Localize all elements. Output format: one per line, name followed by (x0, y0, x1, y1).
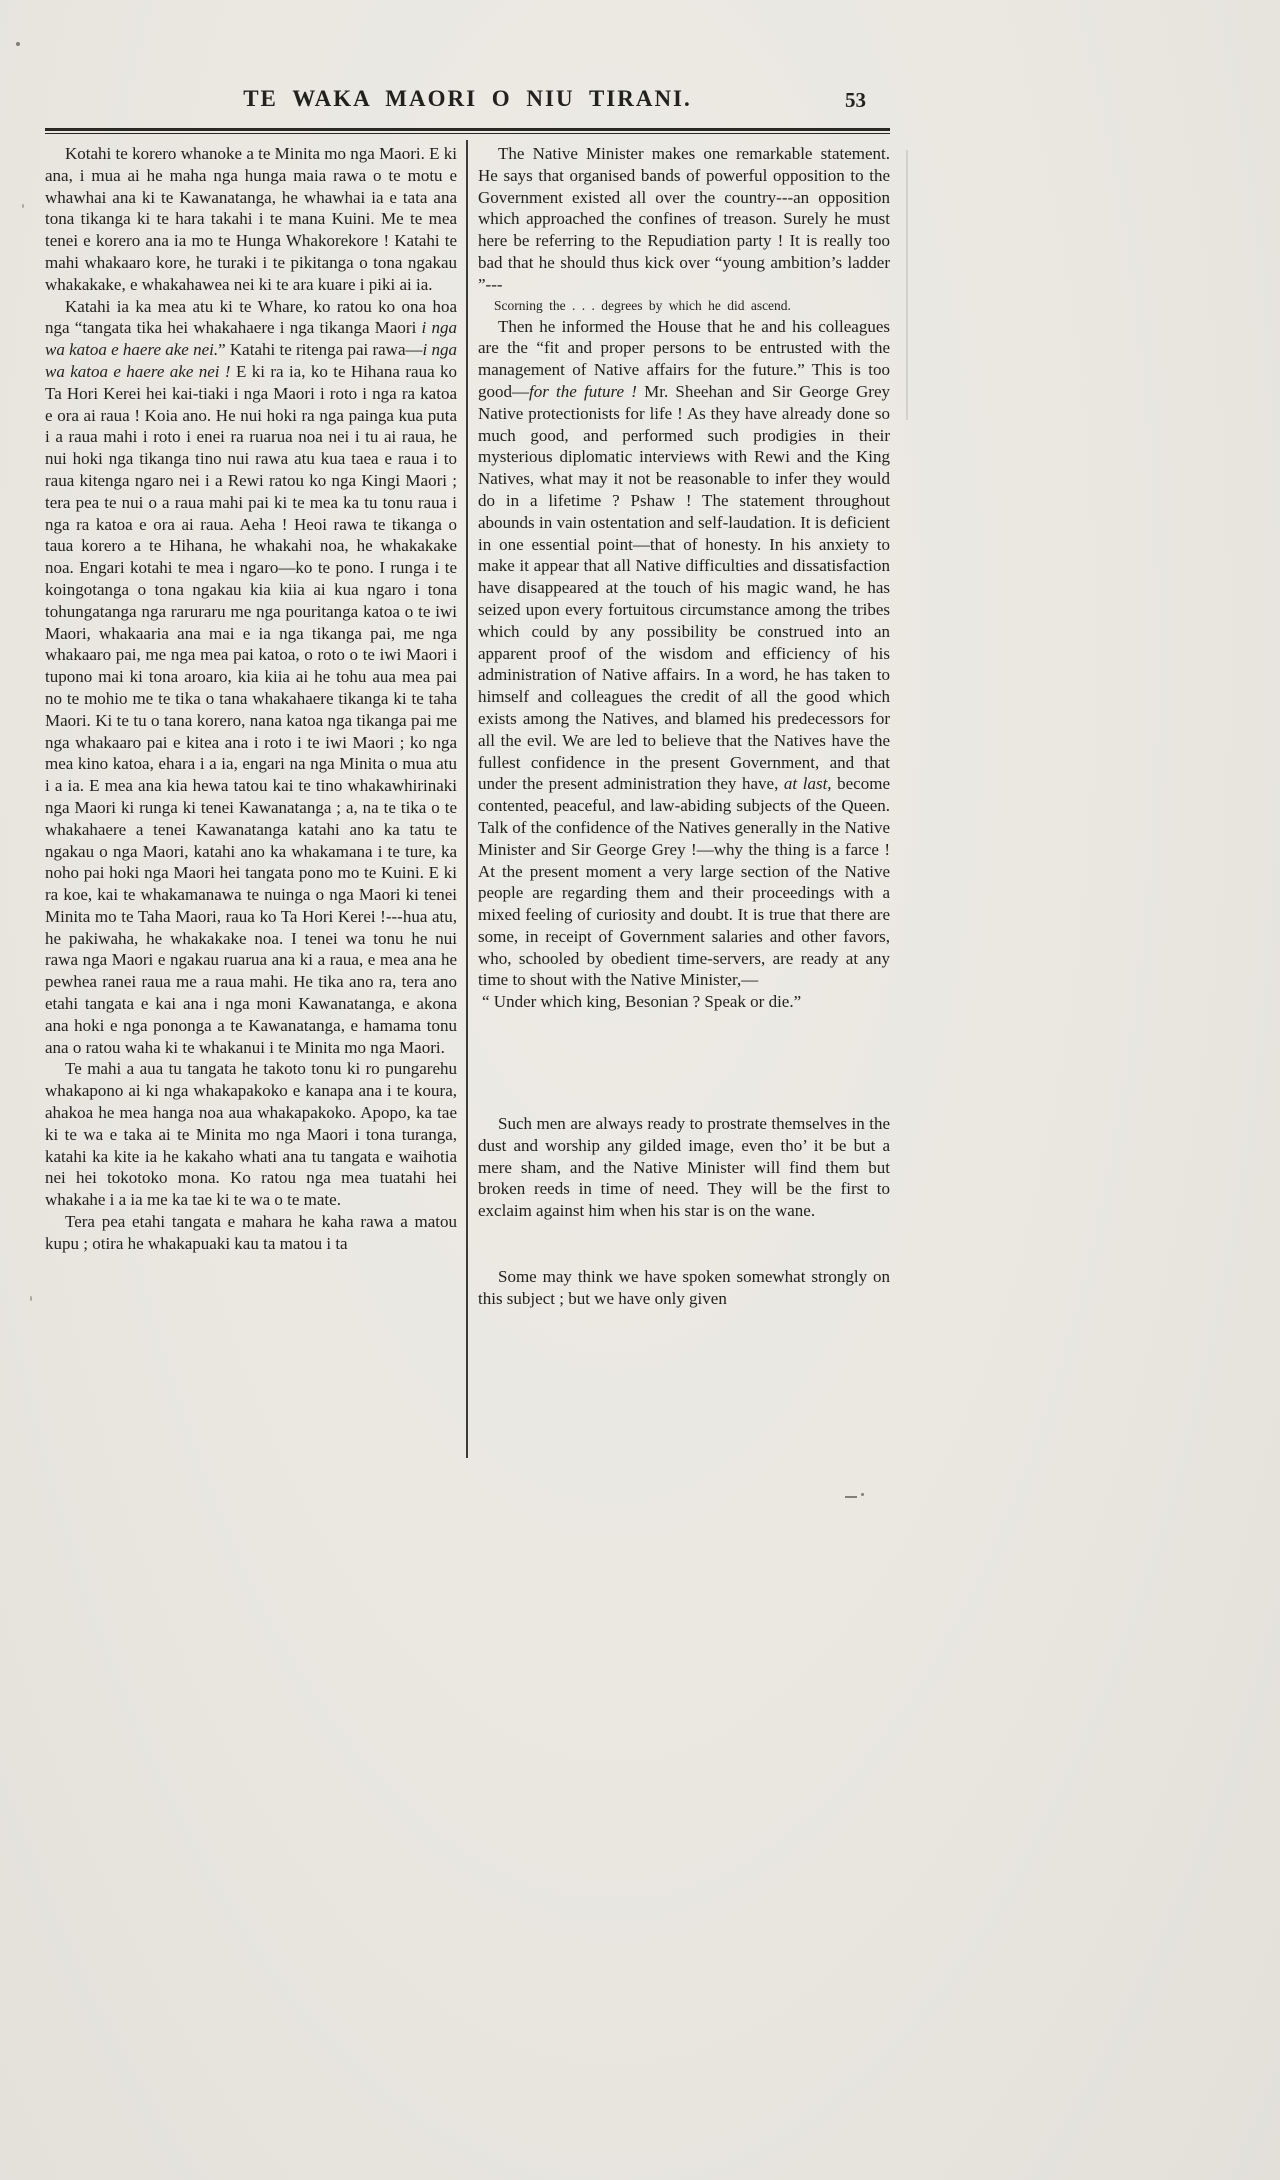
italic-text-run: i nga wa katoa e haere ake nei ! (45, 340, 457, 381)
text-run: The Native Minister makes one remarkable statement. He says that organised bands of powerful opposition to the Government existed all over the country---an opposition which approached the confines of treason. Surely he must here be referring to the Repudiation party ! It is really too bad that he should thus kick over “young ambition’s ladder ”--- (478, 144, 890, 294)
header-rule (45, 128, 890, 134)
text-run: Katahi ia ka mea atu ki te Whare, ko ratou ko ona hoa nga “tangata tika hei whakahaere i nga tikanga Maori (45, 296, 457, 338)
text-run: Mr. Sheehan and Sir George Grey Native protectionists for life ! As they have already done so much good, and performed such prodigies in their mysterious diplomatic interviews with Rewi and the King Natives, what may it not be reasonable to infer they would do in a lifetime ? Pshaw ! The statement throughout abounds in vain ostentation and self-laudation. It is deficient in one essential point—that of honesty. In his anxiety to make it appear that all Native difficulties and dissatisfaction have disappeared at the touch of his magic wand, he has seized upon every fortuitous circumstance among the tribes which could by any possibility be construed into an apparent proof of the wisdom and efficiency of his administration of Native affairs. In a word, he has taken to himself and colleagues the credit of all the good which exists among the Natives, and blamed his predecessors for all the evil. We are led to believe that the Natives have the fullest confidence in the present Government, and that under the present administration they have, (478, 381, 890, 794)
paragraph (478, 316, 890, 992)
scan-artifact-dash (845, 1496, 857, 1498)
text-run: Te mahi a aua tu tangata he takoto tonu ki ro pungarehu whakapono ai ki nga whakapakoko e kanapa ana i te koura, ahakoa he mea hanga noa aua whakapakoko. Apopo, ka tae ki te wa e taka ai te Minita mo nga Maori i tona turanga, katahi ka kite ia he kakaho whati ana tu tangata e waihotia nei hei tokotoko mona. Ko ratou nga mea tuatahi hei whakahe i a ia me ka tae ki te wa o te mate. (45, 1059, 457, 1210)
paragraph (45, 1211, 457, 1255)
column-left (45, 143, 457, 1255)
paragraph (478, 1113, 890, 1222)
text-run: Scorning the . . . degrees by which he did ascend. (494, 297, 791, 313)
text-run: Tera pea etahi tangata e mahara he kaha rawa a matou kupu ; otira he whakapuaki kau ta matou i ta (45, 1212, 457, 1253)
page-title: TE WAKA MAORI O NIU TIRANI. (243, 86, 692, 111)
scan-speck (22, 204, 24, 208)
scan-smudge (906, 150, 908, 420)
paragraph (478, 1266, 890, 1310)
column-divider (466, 140, 468, 1458)
note-line (478, 296, 890, 316)
text-run: Such men are always ready to prostrate themselves in the dust and worship any gilded image, even tho’ it be but a mere sham, and the Native Minister will find them but broken reeds in time of need. They will be the first to exclaim against him when his star is on the wane. (478, 1114, 890, 1221)
masthead (45, 86, 890, 122)
page-number: 53 (845, 88, 866, 112)
text-run: Some may think we have spoken somewhat strongly on this subject ; but we have only given (478, 1267, 890, 1308)
paragraph (45, 143, 457, 296)
text-run: Kotahi te korero whanoke a te Minita mo nga Maori. E ki ana, i mua ai he maha nga hunga maia rawa o te motu e whawhai ana ki te Kawanatanga, he whawhai ia e tata ana tona tikanga ki te hara takahi i te mana Kuini. Me te mea tenei e korero ana ia mo te Hunga Whakorekore ! Katahi te mahi whakaaro kore, he turaki i te pikitanga o tona ngakau whakakake, e whakahawea nei ki te ara kuare i piki ai ia. (45, 144, 457, 294)
italic-text-run: for the future ! (529, 381, 637, 401)
text-run: “ Under which king, Besonian ? Speak or die.” (482, 992, 802, 1012)
column-gap (478, 1222, 890, 1266)
paragraph (478, 143, 890, 296)
italic-text-run: at last, (783, 774, 832, 794)
scan-artifact-dot (861, 1493, 864, 1496)
text-run: ” Katahi te ritenga pai rawa— (218, 340, 423, 360)
text-run: become contented, peaceful, and law-abiding subjects of the Queen. Talk of the confidence of the Natives generally in the Native Minister and Sir George Grey !—why the thing is a farce ! At the present moment a very large section of the Native people are regarding them and their proceedings with a mixed feeling of curiosity and doubt. It is true that there are some, in receipt of Government salaries and other favors, who, schooled by obedient time-servers, are ready at any time to shout with the Native Minister,— (478, 774, 890, 990)
scan-speck (30, 1296, 32, 1301)
text-run: Then he informed the House that he and his colleagues are the “fit and proper persons to be entrusted with the management of Native affairs for the future.” This is too good— (478, 316, 890, 401)
quote-line (478, 991, 890, 1013)
text-run: E ki ra ia, ko te Hihana raua ko Ta Hori Kerei hei kai-tiaki i nga Maori i roto i nga ra katoa e ora ai raua ! Koia ano. He nui hoki ra nga painga kua puta i a raua mahi i roto i enei ra ruarua noa nei i tu ai raua, he nui hoki nga tikanga tino nui rawa atu kua taea e raua i to raua kitenga ngaro nei i a Rewi ratou ko nga Kingi Maori ; tera pea te nui o a raua mahi pai ki te mea ka tu tonu raua i nga ra katoa e ora ai raua. Aeha ! Heoi rawa te tikanga o taua korero a te Hihana, he whakahi noa, he whakakake noa. Engari kotahi te mea i ngaro—ko te pono. I runga i te koingotanga o tona ngakau kia kiia ai kua ngaro i tona tohungatanga nga raruraru me nga pouritanga katoa o te iwi Maori, whakaaria ana mai e ia nga tikanga pai, me nga whakaaro pai, me nga mea pai katoa, o roto o te iwi Maori i tupono mai ki tona aroaro, kia kiia ai he tohu aua mea pai no te mohio me te tika o tana whakahaere tikanga ki te taha Maori. Ki te tu o tana korero, nana katoa nga tikanga pai me nga whakaaro pai e kitea ana i roto i te iwi Maori ; ko nga mea kino katoa, ehara i a ia, engari na nga Minita o mua atu i a ia. E mea ana kia hewa tatou kai te tino whakawhirinaki nga Maori ki runga ki tenei Kawanatanga ; a, na te tika o te whakahaere a tenei Kawanatanga katahi ano ka tatu te ngakau o nga Maori, katahi ano ka whakamana i te ture, ka noho pai hoki nga Maori hei tangata pono mo te Kuini. E ki ra koe, kai te whakamanawa te nuinga o nga Maori ki tenei Minita mo te Taha Maori, raua ko Ta Hori Kerei !---hua atu, he pakiwaha, he whakakake noa. I tenei wa tonu he nui rawa nga Maori e ngakau ruarua ana ki a raua, e mea ana he pewhea ranei raua me a raua mahi. He tika ano ra, tera ano etahi tangata e kai ana i nga moni Kawanatanga, e akona ana hoki e nga pononga a te Kawanatanga, e hamama tonu ana o ratou waha ki te whakanui i te Minita mo nga Maori. (45, 361, 458, 1057)
italic-text-run: i nga wa katoa e haere ake nei. (45, 318, 457, 360)
column-right (478, 143, 890, 1310)
paragraph (45, 1058, 457, 1211)
paragraph (45, 296, 457, 1059)
column-gap (478, 1013, 890, 1113)
scan-speck (16, 42, 20, 46)
